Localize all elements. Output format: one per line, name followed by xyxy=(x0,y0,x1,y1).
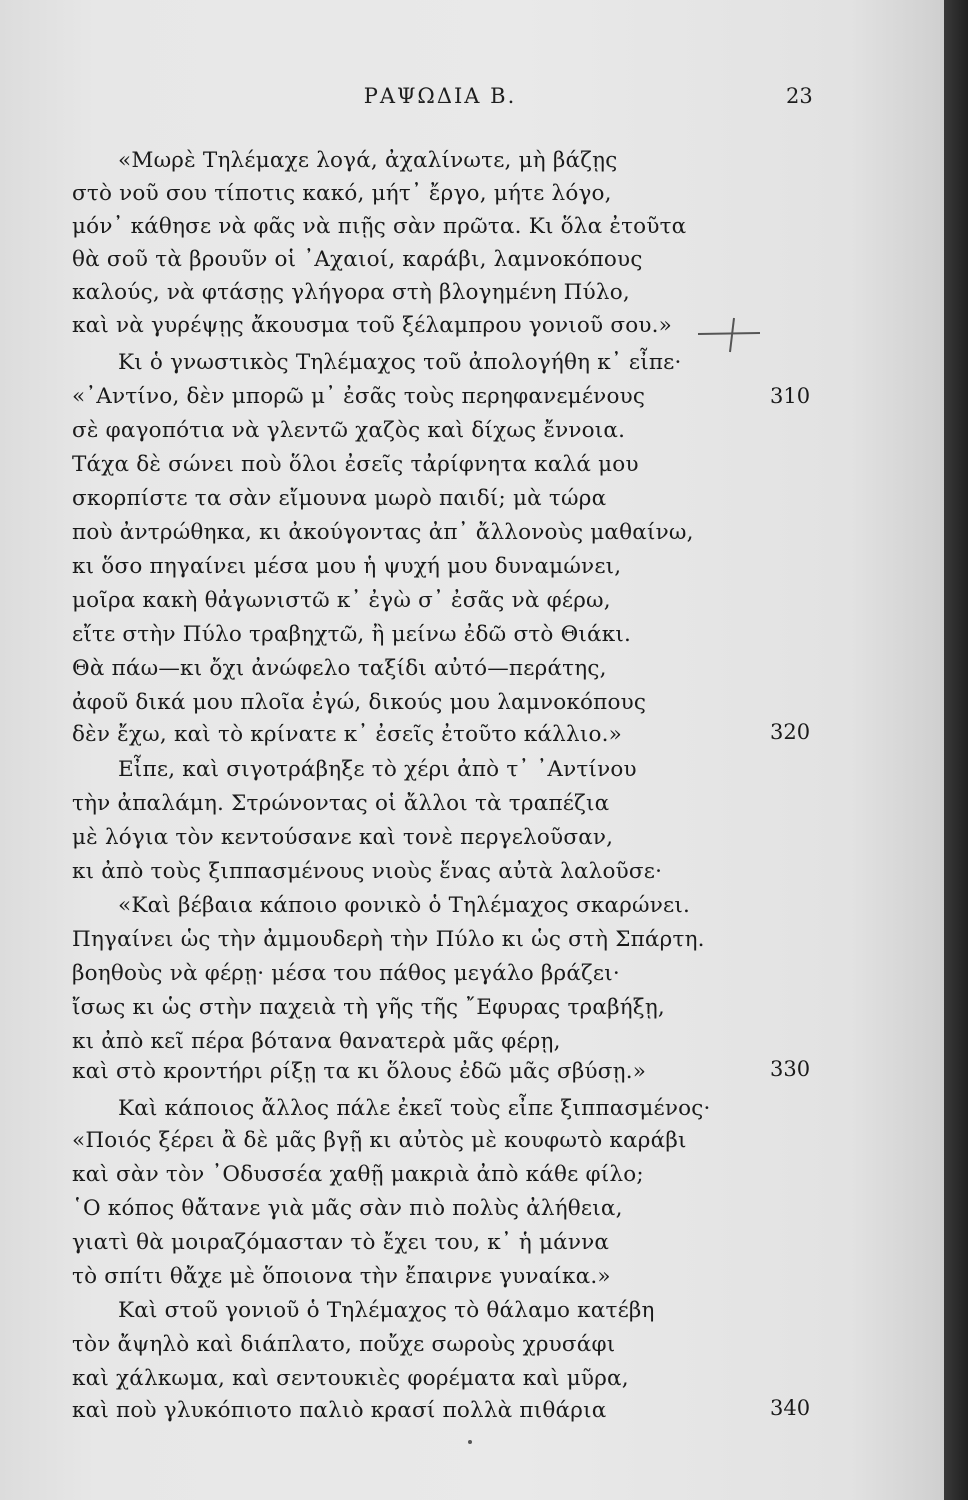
verse-line: «Καὶ βέβαια κάποιο φονικὸ ὁ Τηλέμαχος σκαρώνει. xyxy=(118,893,691,918)
verse-line: τὴν ἀπαλάμη. Στρώνοντας οἱ ἄλλοι τὰ τραπέζια xyxy=(72,791,610,816)
verse-line: γιατὶ θὰ μοιραζόμασταν τὸ ἔχει του, κ᾽ ἡ μάννα xyxy=(72,1230,610,1255)
verse-line: τὸ σπίτι θἄχε μὲ ὅποιονα τὴν ἔπαιρνε γυναίκα.» xyxy=(72,1264,611,1289)
verse-line: Τάχα δὲ σώνει ποὺ ὅλοι ἐσεῖς τἀρίφνητα καλά μου xyxy=(72,452,639,477)
line-number-310: 310 xyxy=(770,384,811,408)
verse-line: καλούς, νὰ φτάσῃς γλήγορα στὴ βλογημένη Πύλο, xyxy=(72,280,630,305)
verse-line: εἴτε στὴν Πύλο τραβηχτῶ, ἢ μείνω ἐδῶ στὸ Θιάκι. xyxy=(72,622,632,647)
verse-line: δὲν ἔχω, καὶ τὸ κρίνατε κ᾽ ἐσεῖς ἐτοῦτο κάλλιο.» xyxy=(72,722,622,747)
running-header-title: ΡΑΨΩΔΙΑ Β. xyxy=(363,84,517,108)
line-number-330: 330 xyxy=(770,1057,811,1081)
verse-line: καὶ στὸ κροντήρι ρίξῃ τα κι ὅλους ἐδῶ μᾶς σβύσῃ.» xyxy=(72,1059,647,1084)
verse-line: καὶ χάλκωμα, καὶ σεντουκιὲς φορέματα καὶ μῦρα, xyxy=(72,1366,629,1391)
verse-line: σὲ φαγοπότια νὰ γλεντῶ χαζὸς καὶ δίχως ἔννοια. xyxy=(72,418,626,443)
verse-line: καὶ ποὺ γλυκόπιοτο παλιὸ κρασί πολλὰ πιθάρια xyxy=(72,1398,607,1423)
verse-line: Πηγαίνει ὡς τὴν ἀμμουδερὴ τὴν Πύλο κι ὡς στὴ Σπάρτη. xyxy=(72,927,705,952)
verse-line: στὸ νοῦ σου τίποτις κακό, μήτ᾽ ἔργο, μήτε λόγο, xyxy=(72,181,612,206)
verse-line: ἴσως κι ὡς στὴν παχειὰ τὴ γῆς τῆς ῎Εφυρας τραβήξῃ, xyxy=(72,995,665,1020)
verse-line: Κι ὁ γνωστικὸς Τηλέμαχος τοῦ ἀπολογήθη κ᾽ εἶπε· xyxy=(118,350,682,375)
verse-line: ποὺ ἀντρώθηκα, κι ἀκούγοντας ἀπ᾽ ἄλλονοὺς μαθαίνω, xyxy=(72,520,694,545)
verse-line: «Ποιός ξέρει ἂ δὲ μᾶς βγῇ κι αὐτὸς μὲ κουφωτὸ καράβι xyxy=(72,1128,687,1153)
pencil-cross-mark-icon xyxy=(694,312,764,356)
verse-line: ῾Ο κόπος θἄτανε γιὰ μᾶς σὰν πιὸ πολὺς ἀλήθεια, xyxy=(72,1196,623,1221)
verse-line: μὲ λόγια τὸν κεντούσανε καὶ τονὲ περγελοῦσαν, xyxy=(72,825,614,850)
verse-line: «᾽Αντίνο, δὲν μπορῶ μ᾽ ἐσᾶς τοὺς περηφανεμένους xyxy=(72,384,646,409)
line-number-320: 320 xyxy=(770,720,811,744)
verse-line: βοηθοὺς νὰ φέρῃ· μέσα του πάθος μεγάλο βράζει· xyxy=(72,961,620,986)
verse-line: «Μωρὲ Τηλέμαχε λογά, ἀχαλίνωτε, μὴ βάζῃς xyxy=(118,148,618,173)
verse-line: Θὰ πάω—κι ὄχι ἀνώφελο ταξίδι αὐτό—περάτης, xyxy=(72,656,607,681)
verse-line: μοῖρα κακὴ θἀγωνιστῶ κ᾽ ἐγὼ σ᾽ ἐσᾶς νὰ φέρω, xyxy=(72,588,611,613)
verse-line: καὶ σὰν τὸν ᾽Οδυσσέα χαθῇ μακριὰ ἀπὸ κάθε φίλο; xyxy=(72,1162,644,1187)
verse-line: Καὶ στοῦ γονιοῦ ὁ Τηλέμαχος τὸ θάλαμο κατέβη xyxy=(118,1298,655,1323)
verse-line: καὶ νὰ γυρέψῃς ἄκουσμα τοῦ ξέλαμπρου γονιοῦ σου.» xyxy=(72,313,673,338)
ink-dot-mark xyxy=(468,1440,472,1444)
verse-line: κι ὅσο πηγαίνει μέσα μου ἡ ψυχή μου δυναμώνει, xyxy=(72,554,622,579)
verse-line: ἀφοῦ δικά μου πλοῖα ἐγώ, δικούς μου λαμνοκόπους xyxy=(72,690,647,715)
verse-line: Καὶ κάποιος ἄλλος πάλε ἐκεῖ τοὺς εἶπε ξιππασμένος· xyxy=(118,1096,711,1121)
page-number: 23 xyxy=(786,84,813,108)
verse-line: Εἶπε, καὶ σιγοτράβηξε τὸ χέρι ἀπὸ τ᾽ ᾽Αντίνου xyxy=(118,757,637,782)
verse-line: θὰ σοῦ τὰ βρουῦν οἱ ᾽Αχαιοί, καράβι, λαμνοκόπους xyxy=(72,247,643,272)
verse-line: μόν᾽ κάθησε νὰ φᾶς νὰ πιῇς σὰν πρῶτα. Κι ὅλα ἐτοῦτα xyxy=(72,214,687,239)
line-number-340: 340 xyxy=(770,1396,811,1420)
verse-line: τὸν ἄψηλὸ καὶ διάπλατο, ποὔχε σωροὺς χρυσάφι xyxy=(72,1332,616,1357)
scan-edge-shadow xyxy=(944,0,968,1500)
verse-line: κι ἀπὸ κεῖ πέρα βότανα θανατερὰ μᾶς φέρῃ, xyxy=(72,1029,561,1054)
verse-line: κι ἀπὸ τοὺς ξιππασμένους νιοὺς ἕνας αὐτὰ λαλοῦσε· xyxy=(72,859,663,884)
verse-line: σκορπίστε τα σὰν εἴμουνα μωρὸ παιδί; μὰ τώρα xyxy=(72,486,607,511)
